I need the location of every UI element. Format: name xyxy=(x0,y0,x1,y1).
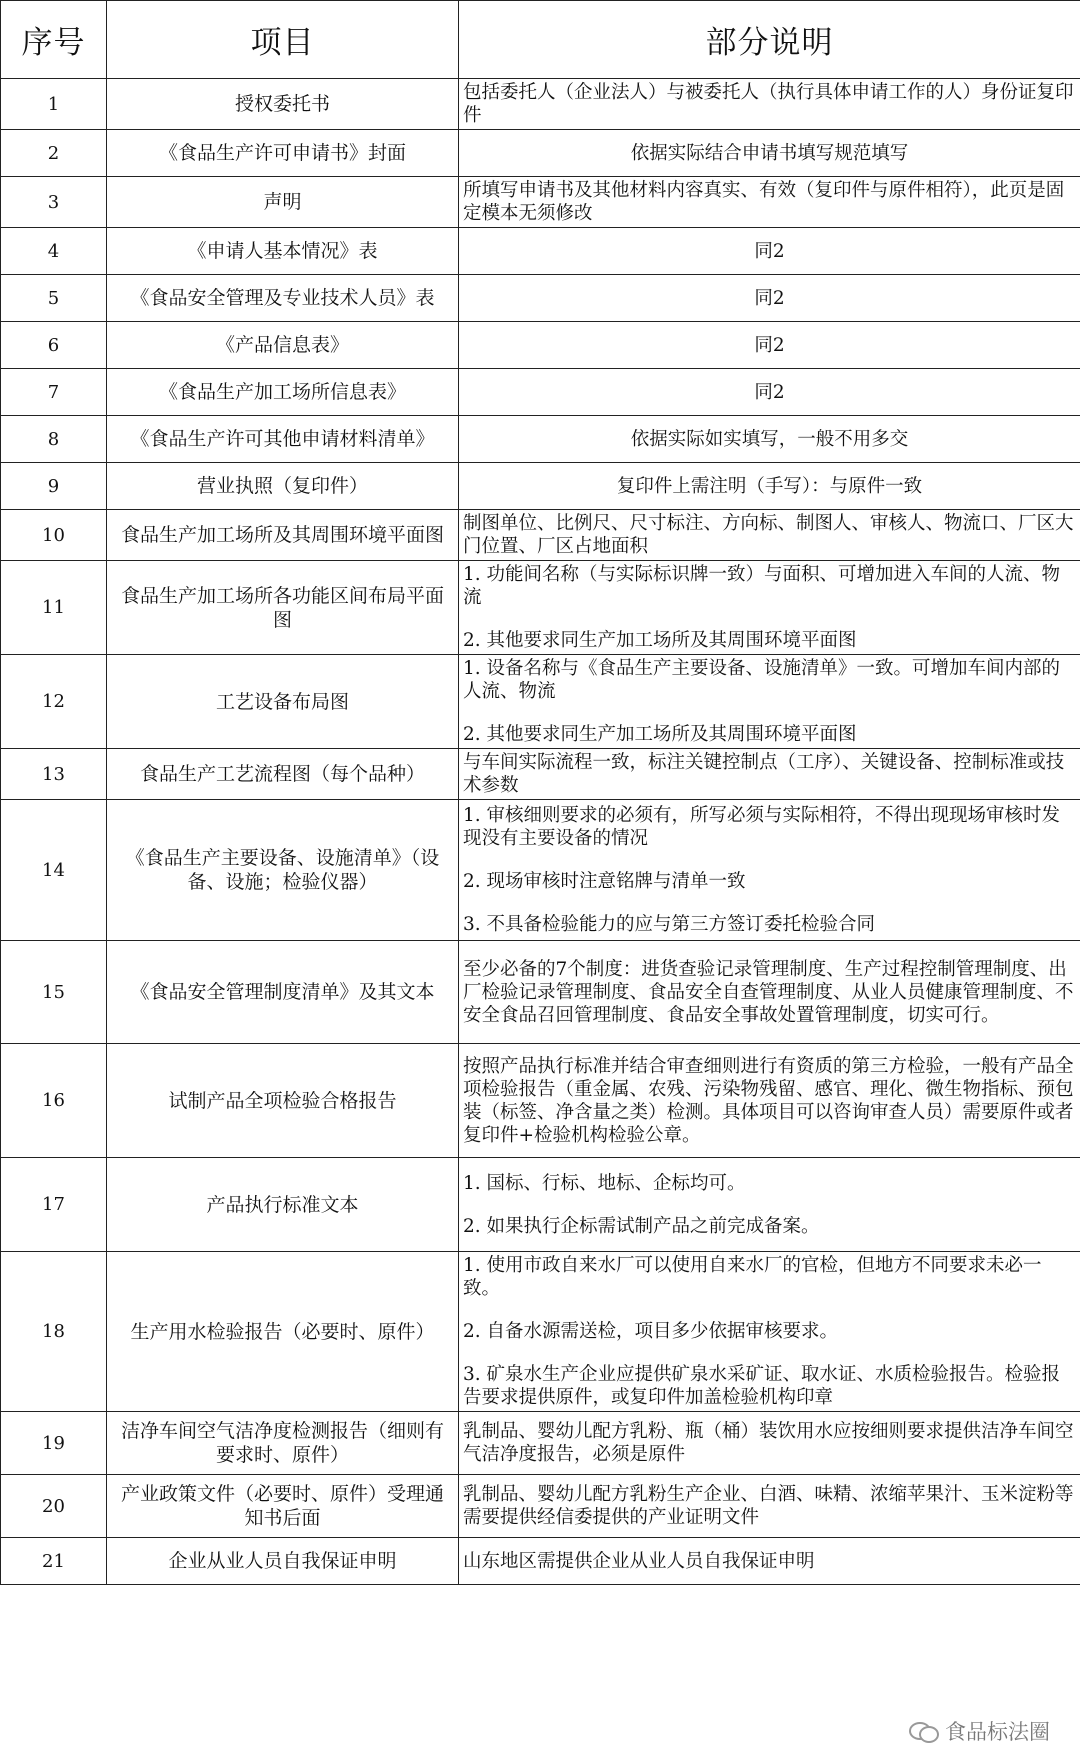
description-line: 3. 不具备检验能力的应与第三方签订委托检验合同 xyxy=(463,914,876,935)
table-row xyxy=(1,1412,1080,1475)
row-description xyxy=(459,749,1080,800)
description-line: 同2 xyxy=(754,334,785,356)
description-line: 2. 如果执行企标需试制产品之前完成备案。 xyxy=(463,1215,820,1237)
table-row xyxy=(1,322,1080,369)
table-row xyxy=(1,1158,1080,1252)
table-row xyxy=(1,79,1080,130)
description-line: 复印件上需注明（手写）：与原件一致 xyxy=(616,475,923,497)
row-description xyxy=(459,941,1080,1044)
table-row xyxy=(1,369,1080,416)
row-description xyxy=(459,322,1080,369)
row-description xyxy=(459,369,1080,416)
description-line: 2. 自备水源需送检，项目多少依据审核要求。 xyxy=(463,1321,839,1342)
row-number: 11 xyxy=(1,561,107,655)
table-row xyxy=(1,941,1080,1044)
row-item: 试制产品全项检验合格报告 xyxy=(107,1044,459,1158)
description-line: 2. 其他要求同生产加工场所及其周围环境平面图 xyxy=(463,630,857,651)
table-row xyxy=(1,463,1080,510)
row-number: 3 xyxy=(1,177,107,228)
row-number: 14 xyxy=(1,800,107,941)
watermark xyxy=(909,1716,1050,1746)
row-description xyxy=(459,1252,1080,1412)
description-line: 同2 xyxy=(754,240,785,262)
row-item: 《食品安全管理制度清单》及其文本 xyxy=(107,941,459,1044)
row-description xyxy=(459,1158,1080,1252)
row-item: 《食品生产许可其他申请材料清单》 xyxy=(107,416,459,463)
header-description: 部分说明 xyxy=(459,1,1080,79)
table-row xyxy=(1,275,1080,322)
description-line: 1. 使用市政自来水厂可以使用自来水厂的官检，但地方不同要求未必一致。 xyxy=(463,1255,1042,1299)
row-item: 《产品信息表》 xyxy=(107,322,459,369)
watermark-text: 食品标法圈 xyxy=(945,1720,1050,1744)
row-item: 食品生产加工场所各功能区间布局平面图 xyxy=(107,561,459,655)
row-number: 13 xyxy=(1,749,107,800)
table-row xyxy=(1,416,1080,463)
table-row xyxy=(1,177,1080,228)
row-number: 19 xyxy=(1,1412,107,1475)
row-description xyxy=(459,228,1080,275)
row-item: 生产用水检验报告（必要时、原件） xyxy=(107,1252,459,1412)
row-item: 授权委托书 xyxy=(107,79,459,130)
description-line: 2. 现场审核时注意铭牌与清单一致 xyxy=(463,871,746,892)
row-item: 工艺设备布局图 xyxy=(107,655,459,749)
row-description xyxy=(459,79,1080,130)
row-item: 《食品生产许可申请书》封面 xyxy=(107,130,459,177)
row-number: 10 xyxy=(1,510,107,561)
description-line: 乳制品、婴幼儿配方乳粉、瓶（桶）装饮用水应按细则要求提供洁净车间空气洁净度报告，必须是原件 xyxy=(463,1421,1074,1465)
row-description xyxy=(459,463,1080,510)
row-item: 洁净车间空气洁净度检测报告（细则有要求时、原件） xyxy=(107,1412,459,1475)
table-row xyxy=(1,655,1080,749)
description-line: 所填写申请书及其他材料内容真实、有效（复印件与原件相符），此页是固定模本无须修改 xyxy=(463,180,1065,224)
description-line: 包括委托人（企业法人）与被委托人（执行具体申请工作的人）身份证复印件 xyxy=(463,82,1074,126)
row-number: 16 xyxy=(1,1044,107,1158)
description-line: 制图单位、比例尺、尺寸标注、方向标、制图人、审核人、物流口、厂区大门位置、厂区占地面积 xyxy=(463,513,1074,557)
description-line: 至少必备的7个制度：进货查验记录管理制度、生产过程控制管理制度、出厂检验记录管理制度、食品安全自查管理制度、从业人员健康管理制度、不安全食品召回管理制度、食品安全事故处置管理制度，切实可行。 xyxy=(463,958,1074,1026)
row-number: 17 xyxy=(1,1158,107,1252)
wechat-icon xyxy=(909,1720,939,1742)
header-serial: 序号 xyxy=(1,1,107,79)
description-line: 2. 其他要求同生产加工场所及其周围环境平面图 xyxy=(463,724,857,745)
row-description xyxy=(459,655,1080,749)
row-item: 食品生产工艺流程图（每个品种） xyxy=(107,749,459,800)
row-number: 2 xyxy=(1,130,107,177)
description-line: 与车间实际流程一致，标注关键控制点（工序）、关键设备、控制标准或技术参数 xyxy=(463,752,1065,796)
row-item: 营业执照（复印件） xyxy=(107,463,459,510)
table-row xyxy=(1,749,1080,800)
row-item: 产品执行标准文本 xyxy=(107,1158,459,1252)
row-number: 1 xyxy=(1,79,107,130)
row-number: 4 xyxy=(1,228,107,275)
row-number: 7 xyxy=(1,369,107,416)
table-row xyxy=(1,1252,1080,1412)
row-number: 15 xyxy=(1,941,107,1044)
row-item: 《食品生产主要设备、设施清单》（设备、设施；检验仪器） xyxy=(107,800,459,941)
description-line: 按照产品执行标准并结合审查细则进行有资质的第三方检验，一般有产品全项检验报告（重金属、农残、污染物残留、感官、理化、微生物指标、预包装（标签、净含量之类）检测。具体项目可以咨询审查人员）需要原件或者复印件+检验机构检验公章。 xyxy=(463,1055,1074,1146)
row-description xyxy=(459,177,1080,228)
row-description xyxy=(459,1044,1080,1158)
description-line: 同2 xyxy=(754,287,785,309)
row-description xyxy=(459,510,1080,561)
description-line: 1. 功能间名称（与实际标识牌一致）与面积、可增加进入车间的人流、物流 xyxy=(463,564,1061,608)
description-line: 1. 国标、行标、地标、企标均可。 xyxy=(463,1172,746,1194)
row-description xyxy=(459,275,1080,322)
row-number: 12 xyxy=(1,655,107,749)
row-number: 9 xyxy=(1,463,107,510)
row-number: 8 xyxy=(1,416,107,463)
description-line: 依据实际结合申请书填写规范填写 xyxy=(630,142,909,164)
description-line: 乳制品、婴幼儿配方乳粉生产企业、白酒、味精、浓缩苹果汁、玉米淀粉等需要提供经信委提供的产业证明文件 xyxy=(463,1484,1074,1528)
row-description xyxy=(459,1475,1080,1538)
row-description xyxy=(459,130,1080,177)
table-row xyxy=(1,510,1080,561)
table-row xyxy=(1,130,1080,177)
table-row xyxy=(1,800,1080,941)
table-row xyxy=(1,1475,1080,1538)
table-row xyxy=(1,1044,1080,1158)
description-line: 依据实际如实填写，一般不用多交 xyxy=(630,428,909,450)
description-line: 山东地区需提供企业从业人员自我保证申明 xyxy=(463,1550,815,1572)
row-description xyxy=(459,416,1080,463)
row-item: 《食品生产加工场所信息表》 xyxy=(107,369,459,416)
row-item: 食品生产加工场所及其周围环境平面图 xyxy=(107,510,459,561)
row-description xyxy=(459,800,1080,941)
row-number: 5 xyxy=(1,275,107,322)
row-description xyxy=(459,561,1080,655)
row-number: 18 xyxy=(1,1252,107,1412)
description-line: 3. 矿泉水生产企业应提供矿泉水采矿证、取水证、水质检验报告。检验报告要求提供原件，或复印件加盖检验机构印章 xyxy=(463,1364,1061,1408)
row-item: 企业从业人员自我保证申明 xyxy=(107,1538,459,1585)
row-item: 声明 xyxy=(107,177,459,228)
description-line: 同2 xyxy=(754,381,785,403)
row-item: 《申请人基本情况》表 xyxy=(107,228,459,275)
description-line: 1. 设备名称与《食品生产主要设备、设施清单》一致。可增加车间内部的人流、物流 xyxy=(463,658,1061,702)
table-row xyxy=(1,228,1080,275)
row-item: 产业政策文件（必要时、原件）受理通知书后面 xyxy=(107,1475,459,1538)
row-number: 20 xyxy=(1,1475,107,1538)
row-description xyxy=(459,1412,1080,1475)
table-header-row xyxy=(1,1,1080,79)
table-row xyxy=(1,561,1080,655)
row-description xyxy=(459,1538,1080,1585)
table-row xyxy=(1,1538,1080,1585)
header-item: 项目 xyxy=(107,1,459,79)
row-item: 《食品安全管理及专业技术人员》表 xyxy=(107,275,459,322)
row-number: 6 xyxy=(1,322,107,369)
description-line: 1. 审核细则要求的必须有，所写必须与实际相符，不得出现现场审核时发现没有主要设备的情况 xyxy=(463,805,1061,849)
row-number: 21 xyxy=(1,1538,107,1585)
